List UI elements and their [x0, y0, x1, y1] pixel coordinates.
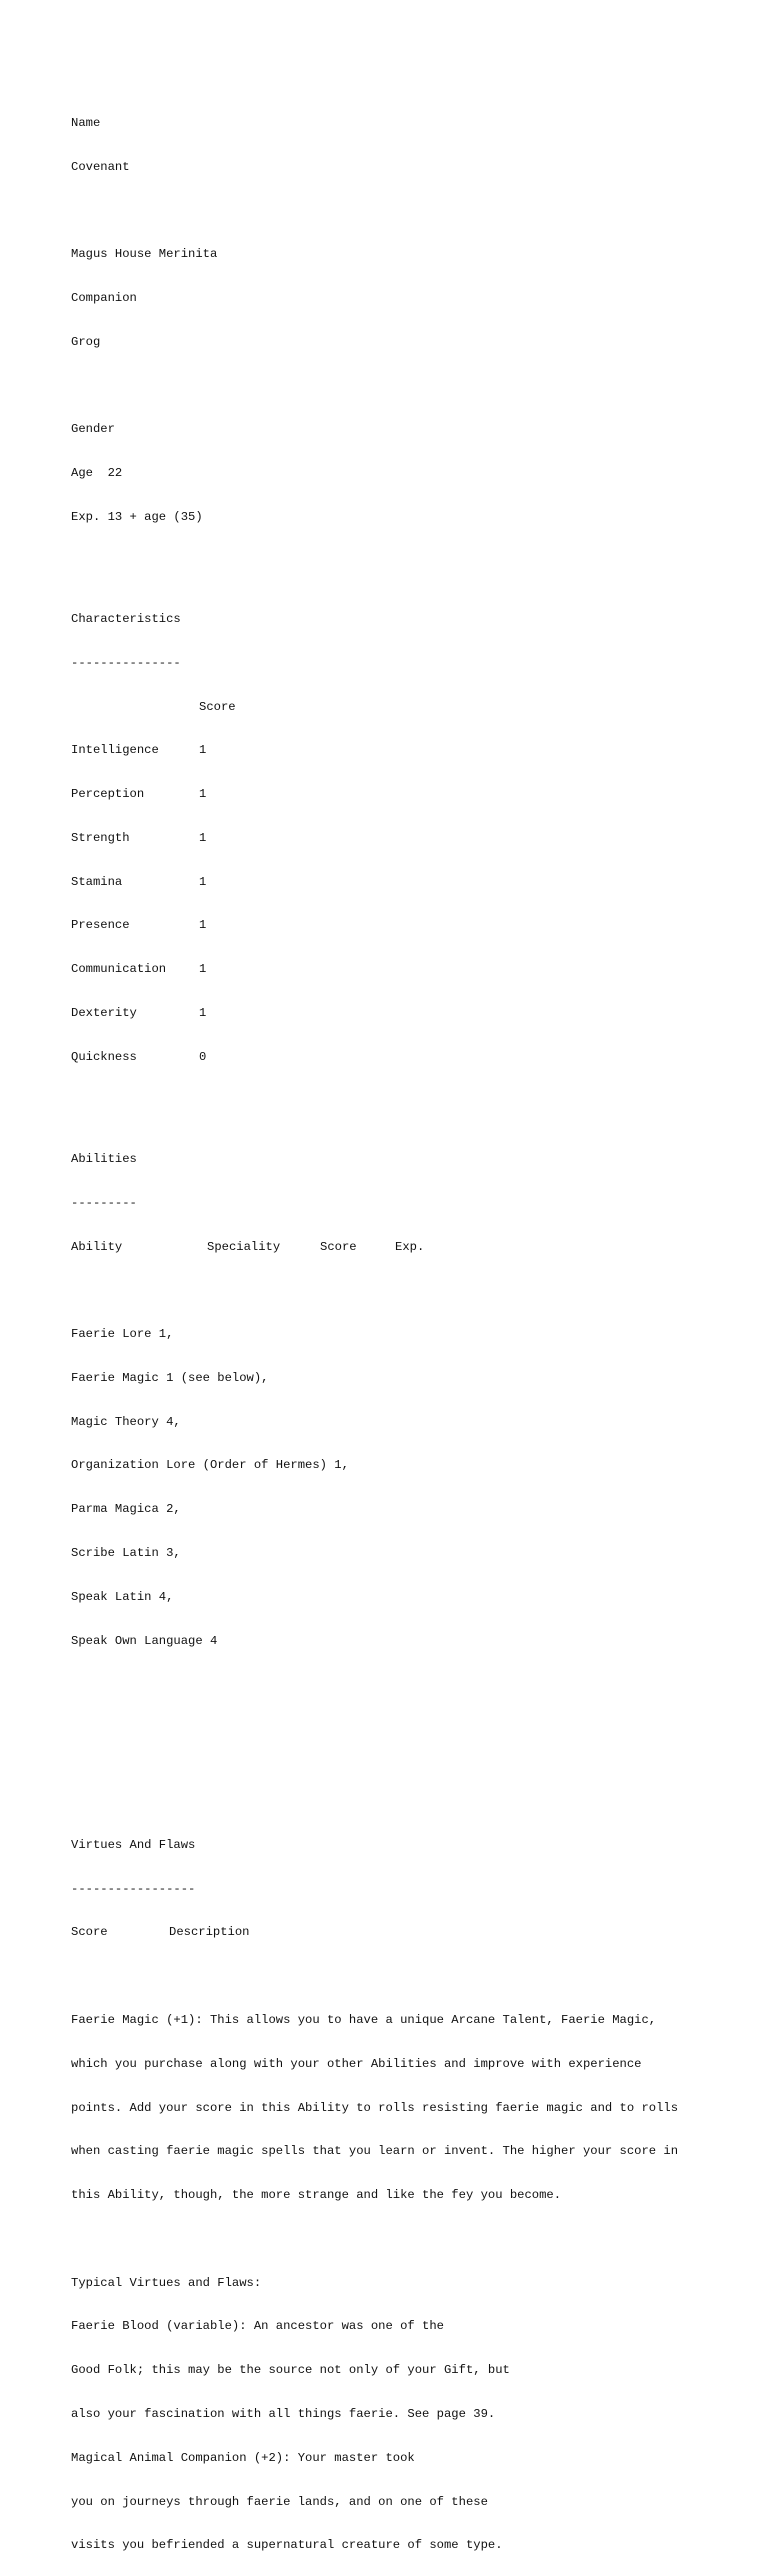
ability-item: Magic Theory 4, — [71, 1414, 181, 1429]
companion-label: Companion — [71, 290, 137, 305]
characteristic-score: 1 — [199, 962, 207, 977]
characteristic-name: Strength — [71, 830, 130, 845]
faerie-magic-text-line: which you purchase along with your other Abilities and improve with experience — [71, 2056, 642, 2071]
virtues-underline: ----------------- — [71, 1881, 196, 1896]
characteristic-name: Dexterity — [71, 1006, 137, 1020]
virtues-title: Virtues And Flaws — [71, 1837, 196, 1852]
score-column-header: Score — [199, 699, 236, 714]
grog-label: Grog — [71, 334, 101, 349]
ability-item: Faerie Magic 1 (see below), — [71, 1370, 269, 1385]
covenant-label: Covenant — [71, 159, 130, 174]
characteristic-name: Perception — [71, 787, 145, 802]
age-line: Age 22 — [71, 466, 123, 481]
characteristic-row — [71, 787, 731, 802]
gender-label: Gender — [71, 422, 115, 437]
characteristic-row — [71, 1006, 731, 1021]
exp-column-header: Exp. — [395, 1239, 425, 1254]
ability-item: Speak Own Language 4 — [71, 1633, 218, 1648]
ability-item: Speak Latin 4, — [71, 1589, 174, 1604]
ability-item: Parma Magica 2, — [71, 1502, 181, 1517]
ability-item: Organization Lore (Order of Hermes) 1, — [71, 1458, 349, 1473]
characteristic-row — [71, 1050, 731, 1065]
typical-virtues-text-line: Faerie Blood (variable): An ancestor was one of the — [71, 2319, 444, 2334]
typical-virtues-text-line: also your fascination with all things faerie. See page 39. — [71, 2407, 496, 2422]
faerie-magic-text-line: when casting faerie magic spells that you learn or invent. The higher your score in — [71, 2144, 679, 2159]
characteristic-score: 1 — [199, 830, 207, 845]
typical-virtues-text-line: you on journeys through faerie lands, and on one of these — [71, 2494, 488, 2509]
ability-item: Scribe Latin 3, — [71, 1545, 181, 1560]
typical-virtues-text-line: visits you befriended a supernatural creature of some type. — [71, 2538, 503, 2553]
abilities-header-row — [71, 1240, 731, 1255]
speciality-column-header: Speciality — [207, 1239, 281, 1254]
characteristic-name: Communication — [71, 962, 167, 977]
characteristic-name: Quickness — [71, 1049, 137, 1064]
virtues-header-row — [71, 1925, 731, 1940]
abilities-title: Abilities — [71, 1151, 137, 1166]
score-column-header: Score — [320, 1239, 357, 1254]
characteristic-row — [71, 743, 731, 758]
characteristic-name: Intelligence — [71, 743, 159, 758]
magus-house-label: Magus House Merinita — [71, 247, 218, 262]
name-label: Name — [71, 115, 101, 130]
characteristic-score: 1 — [199, 787, 207, 802]
ability-item: Faerie Lore 1, — [71, 1327, 174, 1342]
faerie-magic-text-line: Faerie Magic (+1): This allows you to have a unique Arcane Talent, Faerie Magic, — [71, 2013, 657, 2027]
characteristic-score: 1 — [199, 1006, 207, 1020]
ability-column-header: Ability — [71, 1239, 123, 1254]
characteristic-score: 0 — [199, 1049, 207, 1064]
characteristic-row — [71, 875, 731, 890]
characteristics-header-row — [71, 700, 731, 715]
characteristics-underline: --------------- — [71, 655, 181, 670]
characteristic-name: Presence — [71, 918, 130, 933]
faerie-magic-text-line: points. Add your score in this Ability to rolls resisting faerie magic and to rolls — [71, 2100, 679, 2115]
characteristic-score: 1 — [199, 874, 207, 889]
characteristic-row — [71, 831, 731, 846]
faerie-magic-text-line: this Ability, though, the more strange and like the fey you become. — [71, 2188, 562, 2203]
exp-line: Exp. 13 + age (35) — [71, 509, 203, 524]
character-sheet — [71, 72, 731, 2568]
abilities-underline: --------- — [71, 1195, 137, 1210]
score-column-header: Score — [71, 1925, 108, 1940]
characteristic-row — [71, 962, 731, 977]
typical-virtues-text-line: Good Folk; this may be the source not only of your Gift, but — [71, 2363, 510, 2378]
characteristic-row — [71, 918, 731, 933]
characteristic-score: 1 — [199, 743, 207, 758]
characteristic-name: Stamina — [71, 874, 123, 889]
characteristic-score: 1 — [199, 918, 207, 933]
typical-virtues-text-line: Typical Virtues and Flaws: — [71, 2275, 262, 2290]
typical-virtues-text-line: Magical Animal Companion (+2): Your master took — [71, 2450, 415, 2465]
description-column-header: Description — [169, 1925, 250, 1940]
characteristics-title: Characteristics — [71, 611, 181, 626]
